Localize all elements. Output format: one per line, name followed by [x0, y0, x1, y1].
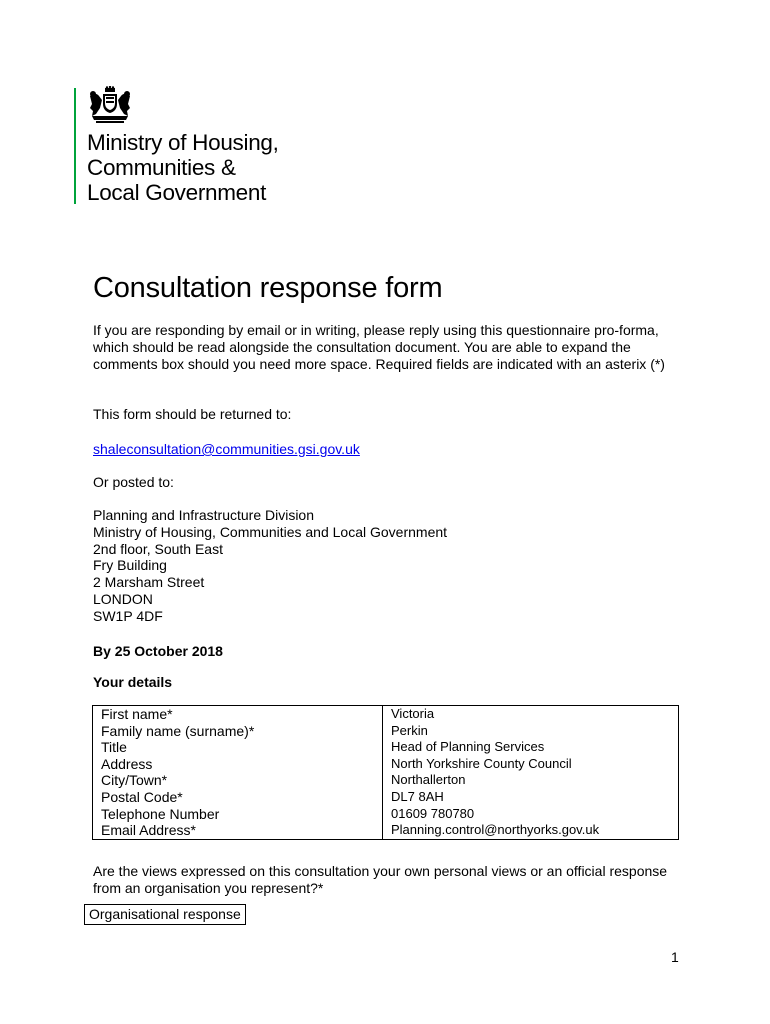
- logo-accent-bar: [74, 88, 76, 204]
- page-title: Consultation response form: [93, 272, 443, 304]
- page-number: 1: [671, 949, 679, 965]
- table-row: [93, 789, 679, 806]
- field-value[interactable]: DL7 8AH: [383, 789, 679, 806]
- consultation-email-link[interactable]: shaleconsultation@communities.gsi.gov.uk: [93, 441, 360, 457]
- address-line: 2 Marsham Street: [93, 574, 205, 591]
- royal-coat-of-arms-icon: [86, 86, 134, 124]
- field-label: Postal Code*: [93, 789, 383, 806]
- field-value[interactable]: 01609 780780: [383, 806, 679, 823]
- intro-paragraph: If you are responding by email or in writing, please reply using this questionnaire pro-forma, which should be read alongside the consultation document. You are able to expand the comments box should you need more space. Required fields are indicated with an asterix (*): [93, 322, 665, 373]
- field-value[interactable]: Head of Planning Services: [383, 739, 679, 756]
- views-answer-field[interactable]: Organisational response: [84, 904, 246, 925]
- field-label: Telephone Number: [93, 806, 383, 823]
- table-row: [93, 723, 679, 740]
- address-line: SW1P 4DF: [93, 607, 163, 624]
- details-table: [92, 705, 679, 840]
- return-label: This form should be returned to:: [93, 406, 292, 422]
- table-row: [93, 756, 679, 773]
- field-value[interactable]: North Yorkshire County Council: [383, 756, 679, 773]
- deadline: By 25 October 2018: [93, 643, 223, 659]
- table-row: [93, 739, 679, 756]
- field-value[interactable]: Victoria: [383, 706, 679, 723]
- field-label: Title: [93, 739, 383, 756]
- table-row: [93, 772, 679, 789]
- address-line: LONDON: [93, 590, 153, 607]
- posted-label: Or posted to:: [93, 474, 174, 490]
- address-line: Ministry of Housing, Communities and Local Government: [93, 523, 448, 540]
- field-label: Family name (surname)*: [93, 723, 383, 740]
- org-name-line-2: Communities &: [87, 155, 236, 180]
- field-value[interactable]: Planning.control@northyorks.gov.uk: [383, 822, 679, 839]
- table-row: [93, 806, 679, 823]
- field-value[interactable]: Perkin: [383, 723, 679, 740]
- field-label: First name*: [93, 706, 383, 723]
- field-label: Address: [93, 756, 383, 773]
- address-line: Planning and Infrastructure Division: [93, 507, 315, 523]
- field-label: City/Town*: [93, 772, 383, 789]
- postal-address: [93, 507, 447, 625]
- your-details-heading: Your details: [93, 674, 173, 690]
- address-line: Fry Building: [93, 557, 167, 574]
- address-line: 2nd floor, South East: [93, 540, 223, 557]
- org-name-line-1: Ministry of Housing,: [87, 130, 279, 155]
- field-value[interactable]: Northallerton: [383, 772, 679, 789]
- table-row: [93, 706, 679, 723]
- field-label: Email Address*: [93, 822, 383, 839]
- org-name-line-3: Local Government: [87, 180, 267, 205]
- organisation-name: [87, 130, 279, 205]
- views-question: Are the views expressed on this consultation your own personal views or an official response from an organisation you represent?*: [93, 863, 668, 896]
- table-row: [93, 822, 679, 839]
